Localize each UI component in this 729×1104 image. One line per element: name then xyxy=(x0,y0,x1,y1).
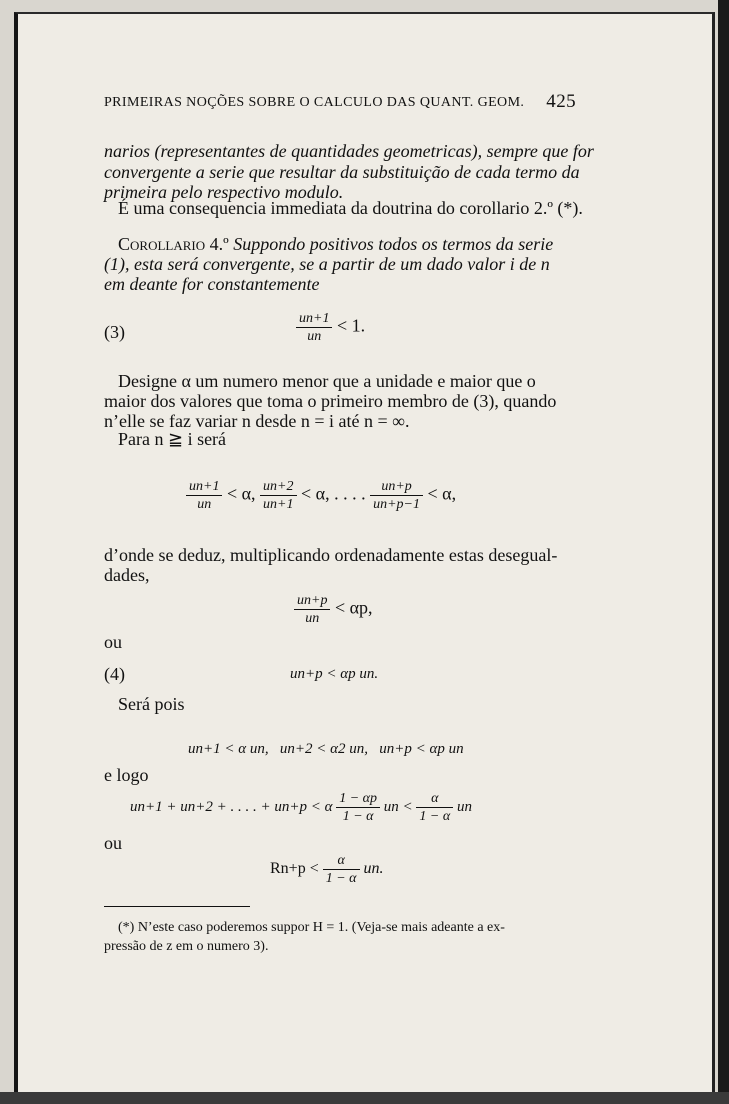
ratio-1 xyxy=(186,478,222,513)
eq3-fraction xyxy=(296,310,332,345)
word-ou-1: ou xyxy=(104,632,122,652)
running-header xyxy=(104,91,576,112)
eq-sum-right: un xyxy=(456,798,472,815)
para2-line-1: d’onde se deduz, multiplicando ordenadamente estas desegual- xyxy=(104,545,558,565)
eq3 xyxy=(296,310,365,345)
word-ou-2: ou xyxy=(104,833,122,853)
eq-sum-middle: un < xyxy=(383,798,413,815)
eq-sum-fraction-2 xyxy=(416,790,453,825)
footnote-line-2: pressão de z em o numero 3). xyxy=(104,939,269,954)
ratio-inequalities xyxy=(186,478,456,513)
eq3-tag: (3) xyxy=(104,322,125,342)
ratio-2 xyxy=(260,478,296,513)
eq-sum-fraction-2-numerator: α xyxy=(416,790,453,808)
eq-sum-fraction-1-denominator: 1 − α xyxy=(342,809,374,824)
eq-ratio-product xyxy=(294,592,373,627)
intro-line-2: convergente a serie que resultar da substituição de cada termo da xyxy=(104,162,580,182)
ratio-1-numerator: un+1 xyxy=(186,478,222,496)
eq-sum-fraction-1 xyxy=(336,790,380,825)
eq-sum-fraction-1-numerator: 1 − αp xyxy=(336,790,380,808)
ratio-2-rhs: < α, . . . . xyxy=(301,483,366,504)
running-title: PRIMEIRAS NOÇÕES SOBRE O CALCULO DAS QUANT. GEOM. xyxy=(104,95,525,110)
sera-pois: Será pois xyxy=(118,694,185,714)
ratio-3-denominator: un+p−1 xyxy=(373,497,420,512)
corollary-line-3: em deante for constantemente xyxy=(104,274,320,294)
footnote-rule xyxy=(104,906,250,907)
corollary-line-2: (1), esta será convergente, se a partir de um dado valor i de n xyxy=(104,254,550,274)
eq3-rhs: < 1. xyxy=(336,315,366,336)
eq-chain: un+1 < α un, un+2 < α2 un, un+p < αp un xyxy=(188,741,464,757)
scan-border-right xyxy=(718,0,729,1104)
para1-line-4: Para n ≧ i será xyxy=(118,429,227,449)
corollary-label: Corollario 4.º xyxy=(118,234,229,254)
footnote xyxy=(104,918,582,956)
eq-sum-fraction-2-denominator: 1 − α xyxy=(419,809,451,824)
para1-line-3: n’elle se faz variar n desde n = i até n = ∞. xyxy=(104,411,410,431)
eq-remainder-left: Rn+p < xyxy=(270,860,319,878)
ratio-2-denominator: un+1 xyxy=(263,497,294,512)
ratio-3 xyxy=(370,478,423,513)
eq3-numerator: un+1 xyxy=(296,310,332,328)
e-logo: e logo xyxy=(104,765,149,785)
scan-border-bottom xyxy=(0,1092,729,1104)
eq-ratio-denominator: un xyxy=(305,611,320,626)
corollary-line-1 xyxy=(118,234,553,255)
eq-ratio-numerator: un+p xyxy=(294,592,330,610)
footnote-line-1: (*) N’este caso poderemos suppor H = 1. (Veja-se mais adeante a ex- xyxy=(118,920,505,935)
eq-ratio-fraction xyxy=(294,592,330,627)
ratio-1-rhs: < α, xyxy=(226,483,256,504)
eq4-tag: (4) xyxy=(104,664,125,684)
eq-remainder-right: un. xyxy=(363,860,384,878)
para2-line-2: dades, xyxy=(104,565,150,585)
eq-remainder-numerator: α xyxy=(323,852,360,870)
corollary-statement-start: Suppondo positivos todos os termos da serie xyxy=(233,234,554,254)
eq3-denominator: un xyxy=(307,329,322,344)
eq-sum-left: un+1 + un+2 + . . . . + un+p < α xyxy=(130,798,333,815)
eq-sum xyxy=(130,790,472,825)
eq4: un+p < αp un. xyxy=(290,666,379,682)
eq-remainder-denominator: 1 − α xyxy=(325,871,357,886)
eq-ratio-rhs: < αp, xyxy=(334,597,373,618)
ratio-2-numerator: un+2 xyxy=(260,478,296,496)
para1-line-2: maior dos valores que toma o primeiro membro de (3), quando xyxy=(104,391,557,411)
ratio-3-rhs: < α, xyxy=(427,483,457,504)
intro-line-3: primeira pelo respectivo modulo. xyxy=(104,182,344,202)
para1-line-1: Designe α um numero menor que a unidade e maior que o xyxy=(118,371,536,391)
page-number: 425 xyxy=(546,91,576,112)
eq-remainder xyxy=(270,852,384,887)
intro-line-4: É uma consequencia immediata da doutrina do corollario 2.º (*). xyxy=(118,198,583,218)
ratio-3-numerator: un+p xyxy=(370,478,423,496)
intro-line-1: narios (representantes de quantidades geometricas), sempre que for xyxy=(104,141,594,161)
ratio-1-denominator: un xyxy=(197,497,212,512)
eq-remainder-fraction xyxy=(323,852,360,887)
